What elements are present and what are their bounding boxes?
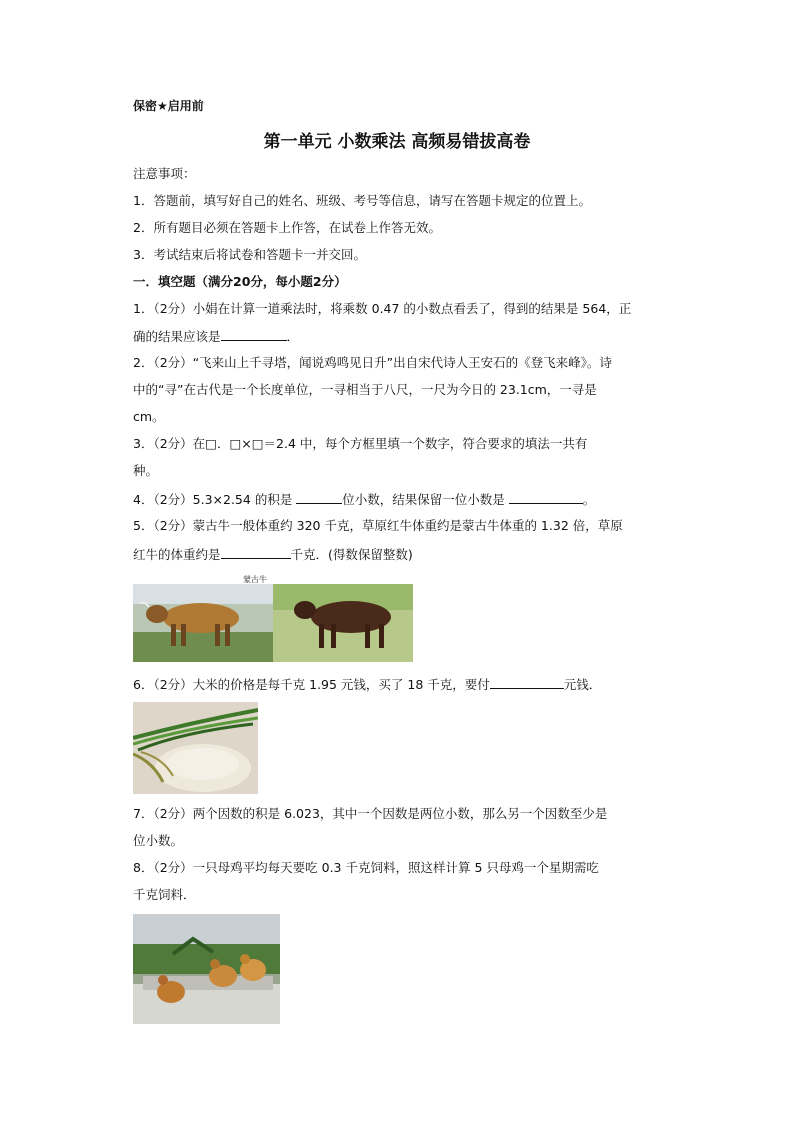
question-8-line-1: 8．（2分）一只母鸡平均每天要吃 0.3 千克饲料，照这样计算 5 只母鸡一个星期需吃 bbox=[133, 860, 599, 875]
rice-photo bbox=[133, 702, 258, 794]
page-title: 第一单元 小数乘法 高频易错拔高卷 bbox=[263, 132, 531, 152]
question-3-line-1: 3．（2分）在□．□×□＝2.4 中，每个方框里填一个数字，符合要求的填法一共有 bbox=[133, 436, 588, 451]
question-2-line-1: 2．（2分）“飞来山上千寻塔，闻说鸡鸣见日升”出自宋代诗人王安石的《登飞来峰》。诗 bbox=[133, 355, 612, 370]
notice-item-1: 1．答题前，填写好自己的姓名、班级、考号等信息，请写在答题卡规定的位置上。 bbox=[133, 193, 591, 208]
question-1-line-1: 1．（2分）小娟在计算一道乘法时，将乘数 0.47 的小数点看丢了，得到的结果是 564，正 bbox=[133, 301, 632, 316]
answer-blank-6[interactable] bbox=[490, 676, 564, 689]
question-1-end: ． bbox=[286, 329, 300, 344]
question-2-line-2: 中的“寻”在古代是一个长度单位，一寻相当于八尺，一尺为今日的 23.1cm，一寻是 bbox=[133, 382, 597, 397]
question-1-text: 确的结果应该是 bbox=[133, 329, 221, 344]
answer-blank-5[interactable] bbox=[221, 546, 291, 559]
question-4-text-a: 4．（2分）5.3×2.54 的积是 bbox=[133, 492, 297, 507]
question-5-text-a: 红牛的体重约是 bbox=[133, 547, 221, 562]
question-6-text-a: 6．（2分）大米的价格是每千克 1.95 元钱，买了 18 千克，要付 bbox=[133, 677, 490, 692]
question-8-line-2: 千克饲料． bbox=[133, 887, 196, 902]
notice-item-3: 3．考试结束后将试卷和答题卡一并交回。 bbox=[133, 247, 366, 262]
chickens-photo bbox=[133, 914, 280, 1024]
question-4-text-b: 位小数，结果保留一位小数是 bbox=[342, 492, 509, 507]
answer-blank-4b[interactable] bbox=[509, 491, 583, 504]
answer-blank-4a[interactable] bbox=[296, 491, 342, 504]
confidential-header: 保密★启用前 bbox=[133, 99, 204, 113]
question-4 bbox=[133, 491, 595, 508]
question-5-text-b: 千克．(得数保留整数) bbox=[290, 547, 413, 562]
section-heading: 一．填空题（满分20分，每小题2分） bbox=[133, 274, 347, 289]
question-4-text-c: 。 bbox=[582, 492, 596, 507]
question-5-line-2 bbox=[133, 546, 413, 563]
question-5-line-1: 5．（2分）蒙古牛一般体重约 320 千克，草原红牛体重约是蒙古牛体重的 1.32 倍，草原 bbox=[133, 518, 623, 533]
answer-blank-1[interactable] bbox=[221, 328, 287, 341]
question-6 bbox=[133, 676, 601, 693]
question-1-line-2 bbox=[133, 328, 299, 345]
cattle-photo bbox=[133, 584, 413, 662]
notice-item-2: 2．所有题目必须在答题卡上作答，在试卷上作答无效。 bbox=[133, 220, 441, 235]
notice-label: 注意事项： bbox=[133, 166, 196, 181]
question-3-line-2: 种。 bbox=[133, 463, 159, 478]
question-6-text-b: 元钱． bbox=[563, 677, 602, 692]
question-7-line-1: 7．（2分）两个因数的积是 6.023，其中一个因数是两位小数，那么另一个因数至少是 bbox=[133, 806, 608, 821]
image-caption: 蒙古牛 bbox=[243, 575, 267, 584]
question-7-line-2: 位小数。 bbox=[133, 833, 184, 848]
question-2-line-3: cm。 bbox=[133, 409, 165, 424]
